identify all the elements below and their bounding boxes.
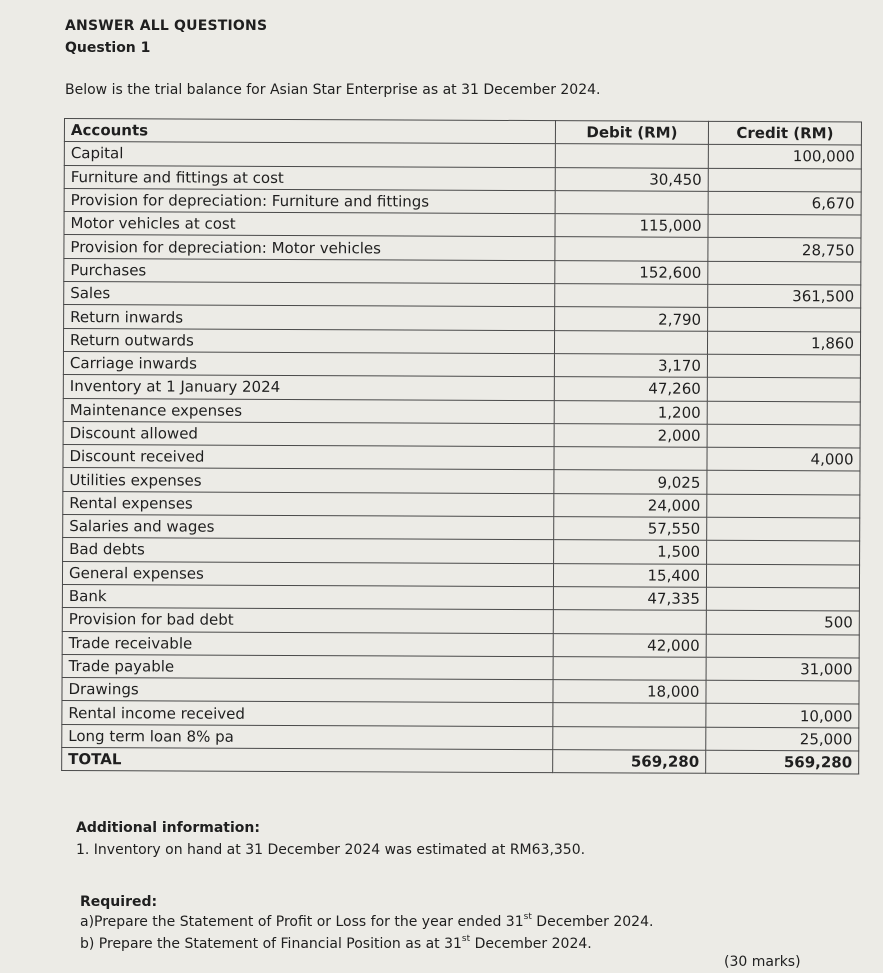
credit-cell: [708, 168, 861, 192]
credit-cell: 10,000: [706, 704, 859, 728]
credit-cell: [706, 564, 859, 588]
table-row: [63, 375, 860, 402]
account-cell: Provision for bad debt: [62, 608, 553, 633]
credit-cell: [708, 308, 861, 332]
table-row: [64, 188, 861, 215]
debit-cell: 47,260: [554, 377, 707, 401]
table-row: [63, 351, 860, 378]
table-row: [62, 608, 859, 635]
debit-cell: 1,200: [554, 400, 707, 424]
credit-cell: [706, 634, 859, 658]
account-cell: Discount received: [63, 445, 554, 470]
account-cell: Discount allowed: [63, 421, 554, 446]
credit-cell: [707, 494, 860, 518]
total-debit: 569,280: [553, 750, 706, 774]
debit-cell: [553, 610, 706, 634]
credit-cell: 25,000: [706, 727, 859, 751]
credit-cell: [707, 401, 860, 425]
account-cell: Return inwards: [64, 305, 555, 330]
marks-label: (30 marks): [724, 954, 801, 970]
debit-cell: [555, 237, 708, 261]
account-cell: Bank: [62, 584, 553, 609]
debit-cell: [554, 330, 707, 354]
table-row: [64, 235, 861, 262]
table-row: [64, 305, 861, 332]
debit-cell: 9,025: [554, 470, 707, 494]
account-cell: General expenses: [62, 561, 553, 586]
debit-cell: 115,000: [555, 214, 708, 238]
account-cell: Capital: [64, 142, 555, 167]
credit-cell: 31,000: [706, 657, 859, 681]
account-cell: Sales: [64, 282, 555, 307]
table-header-row: [64, 119, 861, 146]
table-row: [63, 468, 860, 495]
instruction-heading: ANSWER ALL QUESTIONS: [65, 18, 268, 34]
required-part-b: [80, 936, 592, 952]
debit-cell: [553, 656, 706, 680]
debit-cell: 57,550: [554, 517, 707, 541]
table-row: [64, 165, 861, 192]
table-row: [63, 421, 860, 448]
credit-cell: 100,000: [708, 145, 861, 169]
account-cell: Long term loan 8% pa: [62, 724, 553, 749]
required-part-b-end: December 2024.: [470, 936, 592, 952]
account-cell: Inventory at 1 January 2024: [63, 375, 554, 400]
account-cell: Bad debts: [63, 538, 554, 563]
credit-cell: 361,500: [708, 284, 861, 308]
required-title: Required:: [80, 894, 158, 910]
credit-cell: [706, 587, 859, 611]
required-part-a-end: December 2024.: [531, 914, 654, 930]
account-cell: Salaries and wages: [63, 515, 554, 540]
required-part-a-sup: st: [523, 912, 532, 922]
account-cell: Trade payable: [62, 654, 553, 679]
trial-balance-table: [61, 118, 862, 775]
account-cell: Motor vehicles at cost: [64, 212, 555, 237]
debit-cell: 2,000: [554, 424, 707, 448]
debit-cell: [555, 191, 708, 215]
total-row: [62, 748, 859, 775]
credit-cell: 6,670: [708, 191, 861, 215]
required-part-a: [80, 914, 653, 930]
account-cell: Rental income received: [62, 701, 553, 726]
additional-info-item: 1. Inventory on hand at 31 December 2024 was estimated at RM63,350.: [76, 842, 586, 858]
table-row: [64, 282, 861, 309]
debit-cell: 1,500: [554, 540, 707, 564]
credit-cell: [708, 214, 861, 238]
debit-cell: 15,400: [553, 563, 706, 587]
debit-cell: 30,450: [555, 167, 708, 191]
credit-cell: [708, 261, 861, 285]
table-row: [64, 142, 861, 169]
table-row: [64, 212, 861, 239]
debit-header: Debit (RM): [555, 121, 708, 145]
table-row: [62, 654, 859, 681]
debit-cell: 18,000: [553, 680, 706, 704]
table-row: [62, 631, 859, 658]
credit-cell: [707, 424, 860, 448]
total-credit: 569,280: [706, 750, 859, 774]
account-cell: Carriage inwards: [63, 351, 554, 376]
debit-cell: [555, 284, 708, 308]
account-cell: Return outwards: [63, 328, 554, 353]
required-part-b-sup: st: [461, 934, 471, 944]
account-cell: Provision for depreciation: Furniture and fittings: [64, 188, 555, 213]
debit-cell: 42,000: [553, 633, 706, 657]
table-row: [62, 678, 859, 705]
debit-cell: 47,335: [553, 587, 706, 611]
credit-cell: [707, 378, 860, 402]
table-row: [63, 328, 860, 355]
credit-cell: [707, 541, 860, 565]
debit-cell: [555, 144, 708, 168]
debit-cell: 24,000: [554, 493, 707, 517]
question-label: Question 1: [65, 40, 151, 56]
debit-cell: 2,790: [555, 307, 708, 331]
credit-cell: [707, 354, 860, 378]
credit-cell: 28,750: [708, 238, 861, 262]
trial-balance-body: [62, 142, 862, 751]
credit-cell: 1,860: [707, 331, 860, 355]
account-cell: Utilities expenses: [63, 468, 554, 493]
account-cell: Furniture and fittings at cost: [64, 165, 555, 190]
additional-info-title: Additional information:: [76, 820, 260, 836]
credit-cell: [707, 517, 860, 541]
account-cell: Maintenance expenses: [63, 398, 554, 423]
total-label: TOTAL: [62, 748, 553, 773]
table-row: [63, 398, 860, 425]
account-cell: Purchases: [64, 258, 555, 283]
credit-header: Credit (RM): [708, 121, 861, 145]
credit-cell: 4,000: [707, 447, 860, 471]
table-row: [62, 724, 859, 751]
debit-cell: [553, 703, 706, 727]
question-intro: Below is the trial balance for Asian Star Enterprise as at 31 December 2024.: [65, 82, 601, 98]
table-row: [62, 701, 859, 728]
debit-cell: [553, 726, 706, 750]
account-cell: Provision for depreciation: Motor vehicles: [64, 235, 555, 260]
debit-cell: 3,170: [554, 354, 707, 378]
debit-cell: [554, 447, 707, 471]
required-part-b-text: b) Prepare the Statement of Financial Position as at 31: [80, 936, 462, 952]
account-cell: Drawings: [62, 678, 553, 703]
table-row: [63, 445, 860, 472]
credit-cell: [707, 471, 860, 495]
credit-cell: [706, 680, 859, 704]
table-row: [64, 258, 861, 285]
table-row: [63, 538, 860, 565]
accounts-header: Accounts: [64, 119, 555, 144]
required-part-a-text: a)Prepare the Statement of Profit or Loss for the year ended 31: [80, 914, 524, 930]
account-cell: Trade receivable: [62, 631, 553, 656]
table-row: [62, 584, 859, 611]
table-row: [62, 561, 859, 588]
table-row: [63, 491, 860, 518]
account-cell: Rental expenses: [63, 491, 554, 516]
debit-cell: 152,600: [555, 260, 708, 284]
credit-cell: 500: [706, 611, 859, 635]
table-row: [63, 515, 860, 542]
